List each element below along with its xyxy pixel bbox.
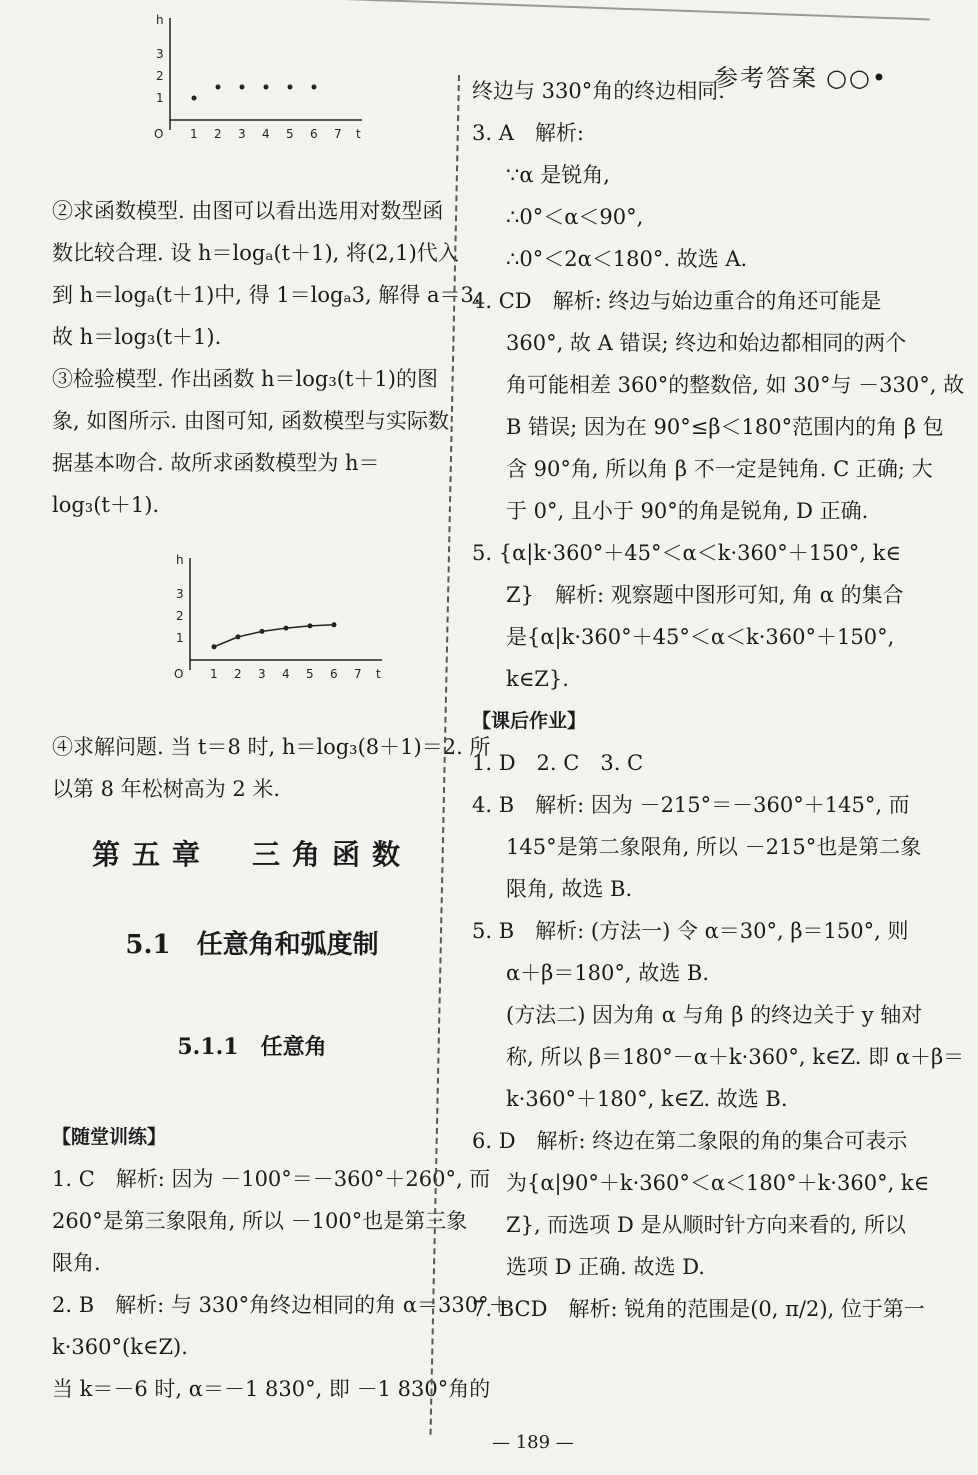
text-line: 据基本吻合. 故所求函数模型为 h＝ [52, 451, 380, 475]
subsection-title: 5.1.1 任意角 [177, 1034, 327, 1060]
data-point [284, 626, 289, 631]
header-title: 参考答案 [713, 64, 818, 92]
text-line: 3. A 解析: [472, 121, 584, 145]
x-tick-label: 1 [190, 127, 198, 141]
x-axis-label: t [376, 667, 381, 681]
text-line: Z}, 而选项 D 是从顺时针方向来看的, 所以 [506, 1213, 906, 1237]
text-line: log₃(t＋1). [52, 493, 160, 517]
origin-label: O [154, 127, 164, 141]
text-line: Z} 解析: 观察题中图形可知, 角 α 的集合 [506, 583, 904, 607]
graph-1 [140, 10, 361, 145]
x-tick-label: 3 [258, 667, 266, 681]
practice-heading: 【随堂训练】 [52, 1126, 167, 1148]
x-tick-label: 7 [334, 127, 342, 141]
text-line: (方法二) 因为角 α 与角 β 的终边关于 y 轴对 [506, 1003, 923, 1027]
x-tick-label: 5 [306, 667, 314, 681]
text-line: α＋β＝180°, 故选 B. [506, 961, 710, 985]
text-line: 故 h＝log₃(t＋1). [52, 325, 222, 349]
y-tick-label: 3 [176, 587, 184, 601]
text-line: B 错误; 因为在 90°≤β＜180°范围内的角 β 包 [506, 415, 944, 439]
text-line: 4. CD 解析: 终边与始边重合的角还可能是 [472, 289, 882, 313]
data-point [192, 96, 197, 101]
data-point [216, 85, 221, 90]
text-line: 是{α|k·360°＋45°＜α＜k·360°＋150°, [506, 625, 895, 649]
top-rule [330, 0, 930, 20]
x-tick-label: 2 [214, 127, 222, 141]
text-line: k·360°＋180°, k∈Z. 故选 B. [506, 1087, 788, 1111]
text-line: ②求函数模型. 由图可以看出选用对数型函 [52, 199, 444, 223]
y-tick-label: 1 [176, 631, 184, 645]
text-line: 到 h＝logₐ(t＋1)中, 得 1＝logₐ3, 解得 a＝3. [52, 283, 481, 307]
data-point [212, 644, 217, 649]
text-line: k·360°(k∈Z). [52, 1335, 188, 1359]
text-line: ∴0°＜2α＜180°. 故选 A. [506, 247, 748, 271]
right-column [472, 70, 965, 1330]
y-axis-label: h [176, 553, 184, 567]
text-line: 角可能相差 360°的整数倍, 如 30°与 －330°, 故 [506, 373, 965, 397]
text-line: 7. BCD 解析: 锐角的范围是(0, π/2), 位于第一 [472, 1297, 925, 1321]
text-line: 1. D 2. C 3. C [472, 751, 644, 775]
text-line: 4. B 解析: 因为 －215°＝－360°＋145°, 而 [472, 793, 910, 817]
x-tick-label: 6 [330, 667, 338, 681]
text-line: ③检验模型. 作出函数 h＝log₃(t＋1)的图 [52, 367, 438, 391]
left-column [52, 190, 510, 1410]
text-line: k∈Z}. [506, 667, 569, 691]
text-line: 当 k＝－6 时, α＝－1 830°, 即 －1 830°角的 [52, 1377, 491, 1401]
homework-heading: 【课后作业】 [472, 710, 587, 732]
section-title: 5.1 任意角和弧度制 [125, 930, 379, 960]
text-line: 数比较合理. 设 h＝logₐ(t＋1), 将(2,1)代入 [52, 241, 459, 265]
x-tick-label: 1 [210, 667, 218, 681]
text-line: 限角, 故选 B. [506, 877, 633, 901]
y-tick-label: 2 [176, 609, 184, 623]
data-point [264, 85, 269, 90]
data-point [312, 85, 317, 90]
text-line: ∴0°＜α＜90°, [506, 205, 644, 229]
y-axis-label: h [156, 13, 164, 27]
text-line: 象, 如图所示. 由图可知, 函数模型与实际数 [52, 409, 450, 433]
text-line: 145°是第二象限角, 所以 －215°也是第二象 [506, 835, 922, 859]
x-tick-label: 2 [234, 667, 242, 681]
text-line: 称, 所以 β＝180°－α＋k·360°, k∈Z. 即 α＋β＝ [506, 1045, 965, 1069]
text-line: 为{α|90°＋k·360°＜α＜180°＋k·360°, k∈ [506, 1171, 930, 1195]
text-line: 5. {α|k·360°＋45°＜α＜k·360°＋150°, k∈ [472, 541, 901, 565]
y-tick-label: 3 [156, 47, 164, 61]
data-point [260, 629, 265, 634]
text-line: ∵α 是锐角, [506, 163, 610, 187]
x-axis-label: t [356, 127, 361, 141]
curve-line [214, 625, 334, 647]
text-line: 360°, 故 A 错误; 终边和始边都相同的两个 [506, 331, 907, 355]
text-line: 5. B 解析: (方法一) 令 α＝30°, β＝150°, 则 [472, 919, 909, 943]
text-line: 限角. [52, 1251, 101, 1275]
text-line: 以第 8 年松树高为 2 米. [52, 777, 281, 801]
header-marks: ○○• [825, 64, 888, 92]
text-line: 于 0°, 且小于 90°的角是锐角, D 正确. [506, 499, 869, 523]
x-tick-label: 3 [238, 127, 246, 141]
data-point [308, 623, 313, 628]
x-tick-label: 7 [354, 667, 362, 681]
x-tick-label: 6 [310, 127, 318, 141]
y-tick-label: 1 [156, 91, 164, 105]
page-number: — 189 — [492, 1432, 574, 1453]
chapter-title: 第五章 三角函数 [91, 838, 412, 871]
text-line: 选项 D 正确. 故选 D. [506, 1255, 705, 1279]
x-tick-label: 4 [262, 127, 270, 141]
text-line: ④求解问题. 当 t＝8 时, h＝log₃(8＋1)＝2. 所 [52, 735, 491, 759]
text-line: 260°是第三象限角, 所以 －100°也是第三象 [52, 1209, 468, 1233]
text-line: 2. B 解析: 与 330°角终边相同的角 α＝330°＋ [52, 1293, 510, 1317]
data-point [288, 85, 293, 90]
origin-label: O [174, 667, 184, 681]
text-line: 6. D 解析: 终边在第二象限的角的集合可表示 [472, 1129, 908, 1153]
graph-2 [160, 550, 381, 685]
text-line: 1. C 解析: 因为 －100°＝－360°＋260°, 而 [52, 1167, 491, 1191]
text-line: 含 90°角, 所以角 β 不一定是钝角. C 正确; 大 [506, 457, 933, 481]
y-tick-label: 2 [156, 69, 164, 83]
data-point [332, 622, 337, 627]
x-tick-label: 4 [282, 667, 290, 681]
data-point [240, 85, 245, 90]
x-tick-label: 5 [286, 127, 294, 141]
text-line: 终边与 330°角的终边相同. [472, 79, 725, 103]
data-point [236, 634, 241, 639]
